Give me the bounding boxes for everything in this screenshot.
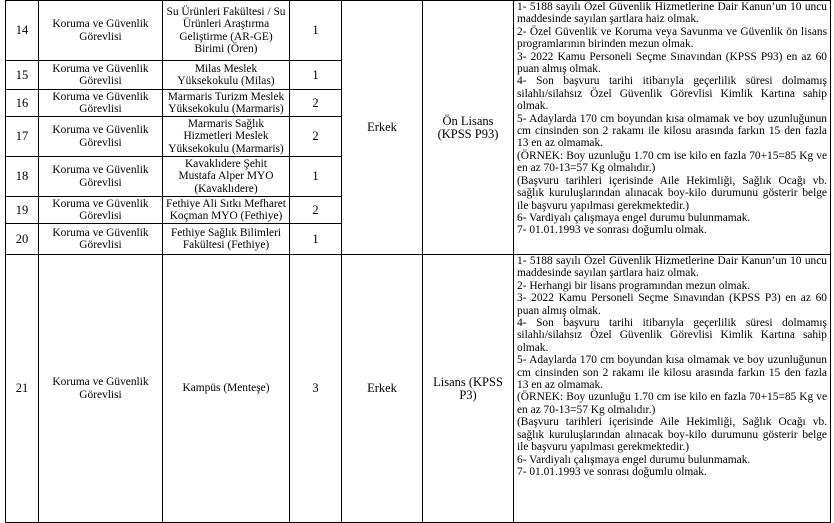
position-title: Koruma ve Güvenlik Görevlisi — [39, 117, 163, 157]
requirement-item: (Başvuru tarihleri içerisinde Aile Hekimliği, Sağlık Ocağı vb. sağlık kuruluşlarından alınacak boy-kilo durumunu gösterir belge ile başvuru yapılması gerekmektedir.) — [517, 174, 827, 212]
row-number: 17 — [6, 117, 39, 157]
row-number: 20 — [6, 224, 39, 255]
unit-name: Marmaris Turizm Meslek Yüksekokulu (Marmaris) — [163, 90, 290, 117]
requirements-cell — [514, 255, 831, 523]
requirement-item: (ÖRNEK: Boy uzunluğu 1.70 cm ise kilo en fazla 70+15=85 Kg ve en az 70-13=57 Kg olmalıdır.) — [517, 149, 827, 175]
positions-table — [5, 0, 831, 523]
position-count: 1 — [290, 224, 342, 255]
gender-requirement: Erkek — [342, 1, 423, 255]
position-title: Koruma ve Güvenlik Görevlisi — [39, 255, 163, 523]
row-number: 16 — [6, 90, 39, 117]
gender-requirement: Erkek — [342, 255, 423, 523]
table-row — [6, 255, 831, 523]
requirement-item: (ÖRNEK: Boy uzunluğu 1.70 cm ise kilo en fazla 70+15=85 Kg ve en az 70-13=57 Kg olmalıdır.) — [517, 391, 827, 416]
requirement-item: 7- 01.01.1993 ve sonrası doğumlu olmak. — [517, 224, 707, 237]
position-count: 2 — [290, 197, 342, 224]
requirement-item: (Başvuru tarihleri içerisinde Aile Hekimliği, Sağlık Ocağı vb. sağlık kuruluşlarından alınacak boy-kilo durumunu gösterir belge ile başvuru yapılması gerekmektedir.) — [517, 416, 827, 454]
position-title: Koruma ve Güvenlik Görevlisi — [39, 157, 163, 197]
position-title: Koruma ve Güvenlik Görevlisi — [39, 224, 163, 255]
requirement-item: 4- Son başvuru tarihi itibarıyla geçerlilik süresi dolmamış silahlı/silahsız Özel Güvenlik Görevlisi Kimlik Kartına sahip olmak. — [517, 317, 827, 354]
unit-name: Milas Meslek Yüksekokulu (Milas) — [163, 61, 290, 90]
education-level: Ön Lisans (KPSS P93) — [423, 1, 514, 255]
unit-name: Kavaklıdere Şehit Mustafa Alper MYO (Kavaklıdere) — [163, 157, 290, 197]
requirement-item: 2- Özel Güvenlik ve Koruma veya Savunma ve Güvenlik ön lisans programlarının birinden mezun olmak. — [517, 25, 827, 51]
education-level: Lisans (KPSS P3) — [423, 255, 514, 523]
unit-name: Su Ürünleri Fakültesi / Su Ürünleri Araştırma Geliştirme (AR-GE) Birimi (Ören) — [163, 1, 290, 61]
position-title: Koruma ve Güvenlik Görevlisi — [39, 1, 163, 61]
requirement-item: 5- Adaylarda 170 cm boyundan kısa olmamak ve boy uzunluğunun cm cinsinden son 2 rakamı ile kilosu arasında farkın 15 den fazla 13 en az olmamak. — [517, 112, 827, 150]
unit-name: Kampüs (Menteşe) — [163, 255, 290, 523]
row-number: 21 — [6, 255, 39, 523]
requirement-item: 6- Vardiyalı çalışmaya engel durumu bulunmamak. — [517, 211, 751, 224]
position-title: Koruma ve Güvenlik Görevlisi — [39, 61, 163, 90]
row-number: 19 — [6, 197, 39, 224]
unit-name: Marmaris Sağlık Hizmetleri Meslek Yüksekokulu (Marmaris) — [163, 117, 290, 157]
requirement-item: 4- Son başvuru tarihi itibarıyla geçerlilik süresi dolmamış silahlı/silahsız Özel Güvenlik Görevlisi Kimlik Kartına sahip olmak. — [517, 75, 827, 113]
requirement-item: 7- 01.01.1993 ve sonrası doğumlu olmak. — [517, 465, 707, 478]
requirement-item: 2- Herhangi bir lisans programından mezun olmak. — [517, 279, 751, 292]
position-title: Koruma ve Güvenlik Görevlisi — [39, 90, 163, 117]
row-number: 14 — [6, 1, 39, 61]
requirement-item: 3- 2022 Kamu Personeli Seçme Sınavından (KPSS P3) en az 60 puan almış olmak. — [517, 292, 827, 317]
requirement-item: 6- Vardiyalı çalışmaya engel durumu bulunmamak. — [517, 453, 751, 466]
requirements-cell — [514, 1, 831, 255]
position-count: 2 — [290, 90, 342, 117]
unit-name: Fethiye Ali Sıtkı Mefharet Koçman MYO (Fethiye) — [163, 197, 290, 224]
requirement-item: 1- 5188 sayılı Özel Güvenlik Hizmetlerine Dair Kanun’un 10 uncu maddesinde sayılan şartlara haiz olmak. — [517, 255, 827, 280]
row-number: 18 — [6, 157, 39, 197]
position-count: 1 — [290, 61, 342, 90]
position-title: Koruma ve Güvenlik Görevlisi — [39, 197, 163, 224]
unit-name: Fethiye Sağlık Bilimleri Fakültesi (Fethiye) — [163, 224, 290, 255]
position-count: 1 — [290, 157, 342, 197]
position-count: 1 — [290, 1, 342, 61]
position-count: 3 — [290, 255, 342, 523]
position-count: 2 — [290, 117, 342, 157]
requirement-item: 1- 5188 sayılı Özel Güvenlik Hizmetlerine Dair Kanun’un 10 uncu maddesinde sayılan şartlara haiz olmak. — [517, 1, 827, 26]
requirement-item: 5- Adaylarda 170 cm boyundan kısa olmamak ve boy uzunluğunun cm cinsinden son 2 rakamı ile kilosu arasında farkın 15 den fazla 13 en az olmamak. — [517, 354, 827, 392]
requirement-item: 3- 2022 Kamu Personeli Seçme Sınavından (KPSS P93) en az 60 puan almış olmak. — [517, 50, 827, 76]
table-row — [6, 1, 831, 61]
row-number: 15 — [6, 61, 39, 90]
